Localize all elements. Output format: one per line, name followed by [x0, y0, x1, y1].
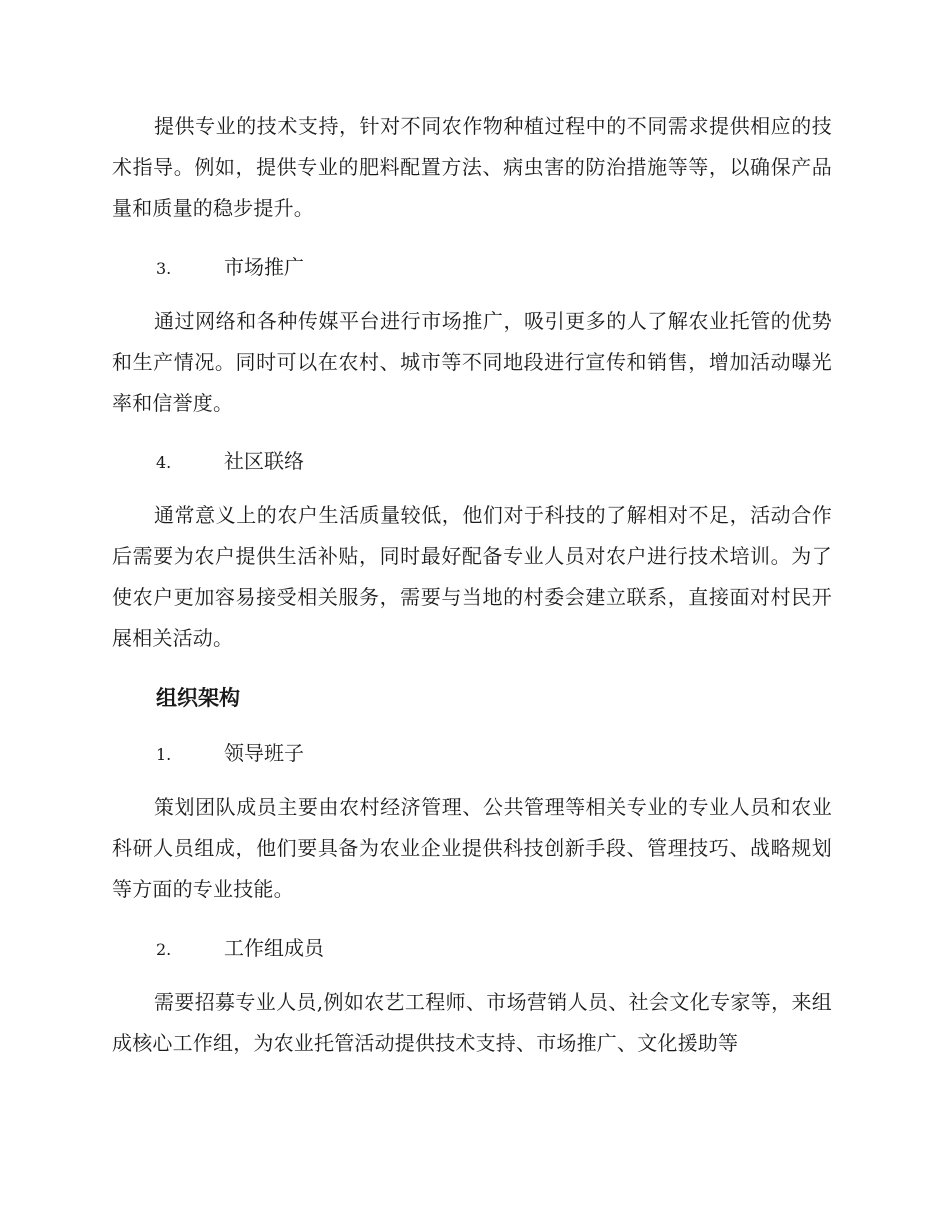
list-number: 3.	[156, 259, 172, 278]
list-title: 市场推广	[224, 255, 304, 279]
list-number: 1.	[156, 745, 172, 764]
paragraph-technical-support: 提供专业的技术支持，针对不同农作物种植过程中的不同需求提供相应的技术指导。例如，提供专业的肥料配置方法、病虫害的防治措施等等，以确保产品量和质量的稳步提升。	[112, 114, 832, 220]
list-title: 工作组成员	[224, 936, 324, 960]
list-item-leadership	[112, 738, 832, 770]
list-item-community-liaison	[112, 446, 832, 478]
paragraph-market-promotion: 通过网络和各种传媒平台进行市场推广，吸引更多的人了解农业托管的优势和生产情况。同时可以在农村、城市等不同地段进行宣传和销售，增加活动曝光率和信誉度。	[112, 309, 832, 415]
paragraph-working-group: 需要招募专业人员,例如农艺工程师、市场营销人员、社会文化专家等，来组成核心工作组，为农业托管活动提供技术支持、市场推广、文化援助等	[112, 990, 832, 1055]
section-heading-organization: 组织架构	[156, 685, 240, 710]
list-item-market-promotion	[112, 252, 832, 284]
list-title: 社区联络	[224, 449, 304, 473]
list-number: 4.	[156, 453, 172, 472]
list-number: 2.	[156, 940, 172, 959]
list-item-working-group	[112, 933, 832, 965]
paragraph-leadership: 策划团队成员主要由农村经济管理、公共管理等相关专业的专业人员和农业科研人员组成，他们要具备为农业企业提供科技创新手段、管理技巧、战略规划等方面的专业技能。	[112, 795, 832, 901]
paragraph-community-liaison: 通常意义上的农户生活质量较低，他们对于科技的了解相对不足，活动合作后需要为农户提供生活补贴，同时最好配备专业人员对农户进行技术培训。为了使农户更加容易接受相关服务，需要与当地的村委会建立联系，直接面对村民开展相关活动。	[112, 503, 832, 650]
list-title: 领导班子	[224, 741, 304, 765]
